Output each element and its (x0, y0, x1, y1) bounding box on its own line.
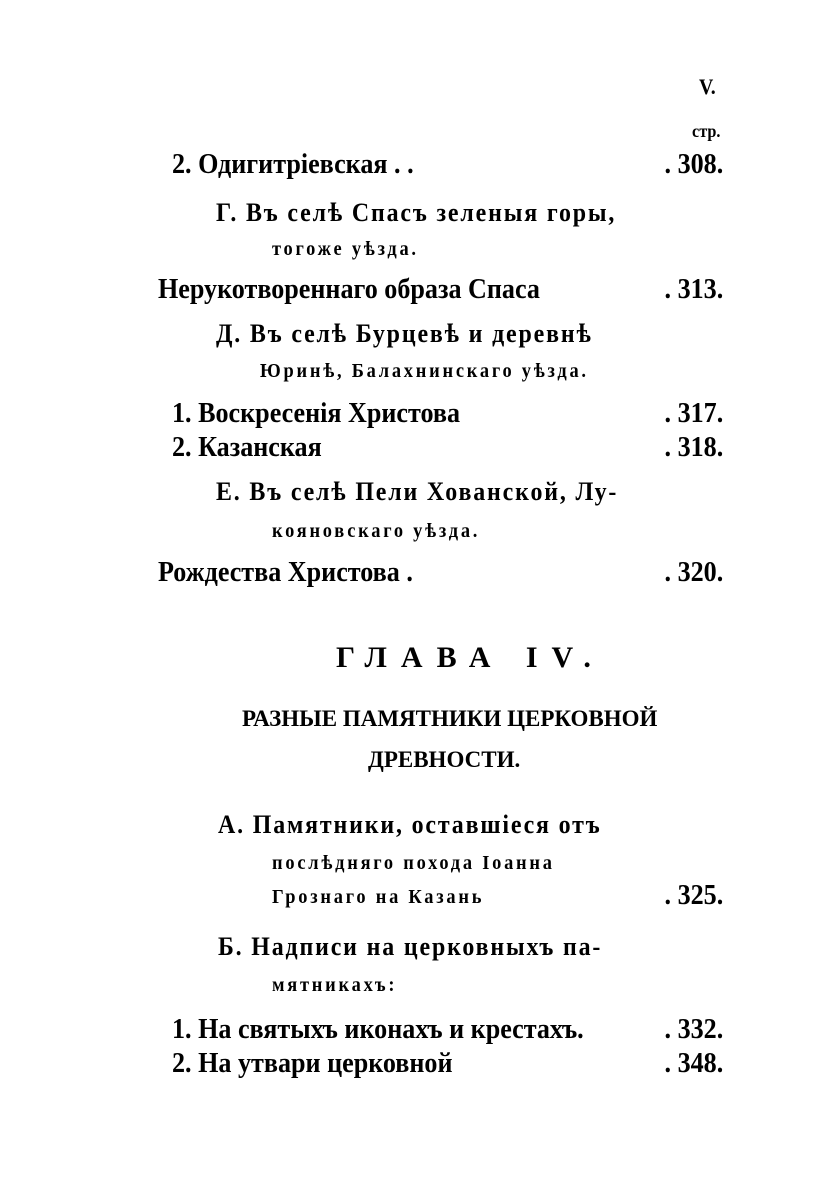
toc-page: . 348. (664, 1047, 723, 1079)
toc-entry: 2. Казанская (172, 431, 322, 463)
page-number: V. (699, 74, 716, 99)
toc-page: . 320. (664, 556, 723, 588)
section-heading-continued: послѣдняго похода Іоанна (272, 852, 555, 874)
toc-page: . 332. (664, 1013, 723, 1045)
toc-page: . 325. (664, 879, 723, 911)
section-heading-continued: мятникахъ: (272, 974, 398, 996)
section-heading: Д. Въ селѣ Бурцевѣ и деревнѣ (216, 319, 593, 348)
chapter-title: ГЛАВА IV. (336, 641, 605, 674)
section-heading: Е. Въ селѣ Пели Хованской, Лу- (216, 477, 619, 506)
section-heading-continued: Грознаго на Казань (272, 886, 485, 908)
toc-entry: 2. Одигитріевская . . (172, 148, 414, 180)
toc-entry: Нерукотвореннаго образа Спаса (158, 273, 540, 305)
toc-entry: 2. На утвари церковной (172, 1047, 453, 1079)
toc-page: . 313. (664, 273, 723, 305)
section-heading-continued: тогоже уѣзда. (272, 238, 419, 260)
toc-page: . 308. (664, 148, 723, 180)
chapter-subtitle: РАЗНЫЕ ПАМЯТНИКИ ЦЕРКОВНОЙ (242, 706, 658, 731)
toc-page: . 317. (664, 397, 723, 429)
section-heading-continued: кояновскаго уѣзда. (272, 520, 481, 542)
toc-page: . 318. (664, 431, 723, 463)
section-heading: Г. Въ селѣ Спасъ зеленыя горы, (216, 198, 617, 227)
column-header-pages: стр. (692, 121, 721, 141)
section-heading: А. Памятники, оставшіеся отъ (218, 810, 602, 839)
section-heading: Б. Надписи на церковныхъ па- (218, 932, 603, 961)
section-heading-continued: Юринѣ, Балахнинскаго уѣзда. (260, 360, 589, 382)
toc-entry: 1. Воскресенія Христова (172, 397, 461, 429)
chapter-subtitle-continued: ДРЕВНОСТИ. (368, 747, 521, 772)
toc-entry: Рождества Христова . (158, 556, 413, 588)
toc-entry: 1. На святыхъ иконахъ и крестахъ. (172, 1013, 584, 1045)
